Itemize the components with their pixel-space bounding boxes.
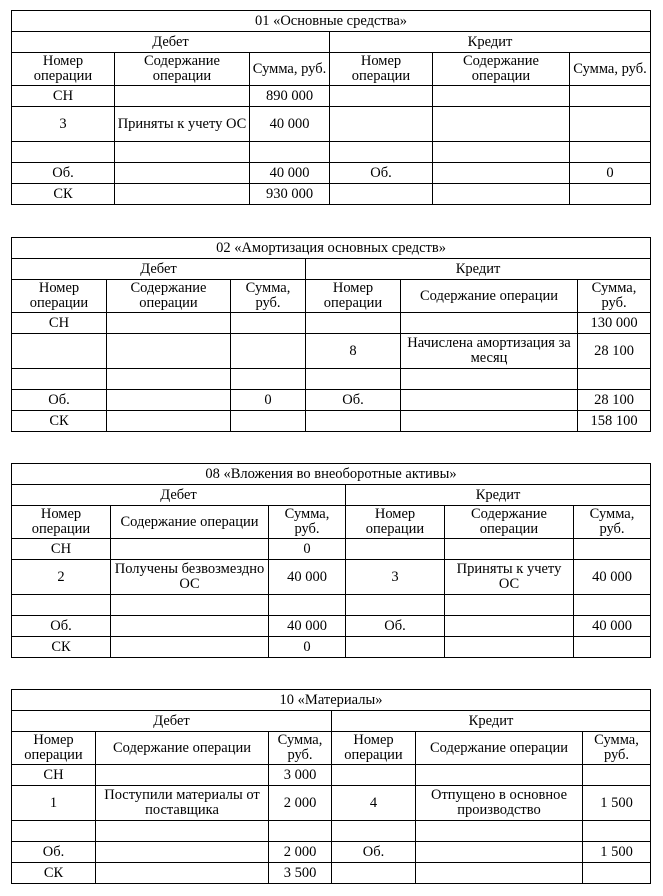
- column-header: Сумма, руб.: [231, 280, 306, 313]
- table-cell: СН: [12, 539, 111, 560]
- table-cell: Отпущено в основное производство: [416, 786, 583, 821]
- table-cell: [583, 765, 651, 786]
- table-row: [12, 863, 651, 884]
- table-cell: СН: [12, 765, 96, 786]
- table-cell: [401, 369, 578, 390]
- table-cell: 1 500: [583, 786, 651, 821]
- table-cell: [583, 821, 651, 842]
- table-cell: [416, 863, 583, 884]
- table-cell: [12, 369, 107, 390]
- table-cell: [96, 821, 269, 842]
- table-cell: [433, 86, 570, 107]
- table-cell: 1: [12, 786, 96, 821]
- table-cell: СК: [12, 863, 96, 884]
- table-cell: 8: [306, 334, 401, 369]
- table-cell: [570, 142, 651, 163]
- table-cell: [401, 313, 578, 334]
- column-header: Номер операции: [12, 506, 111, 539]
- debit-header: Дебет: [12, 485, 346, 506]
- table-cell: [570, 184, 651, 205]
- column-header: Сумма, руб.: [578, 280, 651, 313]
- table-row: [12, 411, 651, 432]
- table-cell: [578, 369, 651, 390]
- column-header: Сумма, руб.: [269, 506, 346, 539]
- table-cell: [306, 411, 401, 432]
- table-cell: 28 100: [578, 390, 651, 411]
- table-cell: [12, 142, 115, 163]
- table-cell: [231, 369, 306, 390]
- table-cell: Об.: [12, 616, 111, 637]
- table-cell: СН: [12, 86, 115, 107]
- table-cell: [250, 142, 330, 163]
- column-header: Сумма, руб.: [570, 53, 651, 86]
- table-cell: Об.: [12, 842, 96, 863]
- column-header: Номер операции: [330, 53, 433, 86]
- table-row: [12, 842, 651, 863]
- table-cell: [231, 334, 306, 369]
- table-row: [12, 142, 651, 163]
- table-cell: [96, 842, 269, 863]
- table-cell: [96, 863, 269, 884]
- debit-header: Дебет: [12, 711, 332, 732]
- table-cell: [433, 184, 570, 205]
- column-header: Сумма, руб.: [269, 732, 332, 765]
- column-header: Номер операции: [332, 732, 416, 765]
- table-cell: [115, 163, 250, 184]
- debit-header: Дебет: [12, 259, 306, 280]
- table-cell: Начислена амортизация за месяц: [401, 334, 578, 369]
- table-cell: Об.: [346, 616, 445, 637]
- table-cell: [111, 595, 269, 616]
- table-cell: 40 000: [269, 616, 346, 637]
- table-row: [12, 821, 651, 842]
- column-header: Номер операции: [306, 280, 401, 313]
- account-title: 01 «Основные средства»: [12, 11, 651, 32]
- column-header: Номер операции: [12, 732, 96, 765]
- table-cell: [332, 765, 416, 786]
- account-title: 08 «Вложения во внеоборотные активы»: [12, 464, 651, 485]
- table-cell: [433, 163, 570, 184]
- column-header: Содержание операции: [111, 506, 269, 539]
- column-header: Содержание операции: [107, 280, 231, 313]
- account-table-10: [11, 689, 651, 884]
- table-cell: СК: [12, 411, 107, 432]
- table-cell: [445, 539, 574, 560]
- table-cell: 40 000: [574, 560, 651, 595]
- column-header: Сумма, руб.: [574, 506, 651, 539]
- table-cell: [332, 821, 416, 842]
- table-cell: Приняты к учету ОС: [445, 560, 574, 595]
- table-cell: [115, 142, 250, 163]
- column-header: Сумма, руб.: [250, 53, 330, 86]
- column-header: Содержание операции: [416, 732, 583, 765]
- table-cell: [96, 765, 269, 786]
- table-row: [12, 184, 651, 205]
- table-cell: 3 000: [269, 765, 332, 786]
- table-cell: 40 000: [574, 616, 651, 637]
- table-row: [12, 369, 651, 390]
- table-cell: Поступили материалы от поставщика: [96, 786, 269, 821]
- table-cell: [107, 369, 231, 390]
- account-table-02: [11, 237, 651, 432]
- table-cell: [416, 821, 583, 842]
- credit-header: Кредит: [346, 485, 651, 506]
- table-cell: [115, 184, 250, 205]
- table-cell: [306, 313, 401, 334]
- table-row: [12, 595, 651, 616]
- table-cell: [111, 539, 269, 560]
- account-table-01: [11, 10, 651, 205]
- column-header: Содержание операции: [433, 53, 570, 86]
- table-cell: Об.: [12, 163, 115, 184]
- table-row: [12, 390, 651, 411]
- table-cell: 1 500: [583, 842, 651, 863]
- debit-header: Дебет: [12, 32, 330, 53]
- table-cell: 0: [570, 163, 651, 184]
- table-cell: 40 000: [250, 107, 330, 142]
- column-header: Номер операции: [12, 53, 115, 86]
- table-cell: 3: [346, 560, 445, 595]
- table-cell: [111, 637, 269, 658]
- table-cell: [416, 765, 583, 786]
- table-cell: [346, 637, 445, 658]
- table-row: [12, 637, 651, 658]
- table-cell: 0: [269, 539, 346, 560]
- credit-header: Кредит: [330, 32, 651, 53]
- table-cell: 130 000: [578, 313, 651, 334]
- table-cell: 2: [12, 560, 111, 595]
- table-cell: 890 000: [250, 86, 330, 107]
- table-cell: [107, 411, 231, 432]
- table-row: [12, 765, 651, 786]
- table-cell: [401, 411, 578, 432]
- table-cell: СК: [12, 637, 111, 658]
- table-cell: СН: [12, 313, 107, 334]
- table-cell: [346, 595, 445, 616]
- table-cell: [12, 595, 111, 616]
- credit-header: Кредит: [306, 259, 651, 280]
- table-cell: 3: [12, 107, 115, 142]
- table-cell: [570, 86, 651, 107]
- column-header: Номер операции: [346, 506, 445, 539]
- table-row: [12, 86, 651, 107]
- column-header: Номер операции: [12, 280, 107, 313]
- table-cell: [330, 142, 433, 163]
- table-row: [12, 616, 651, 637]
- table-cell: [570, 107, 651, 142]
- table-cell: Об.: [306, 390, 401, 411]
- account-title: 10 «Материалы»: [12, 690, 651, 711]
- table-row: [12, 313, 651, 334]
- credit-header: Кредит: [332, 711, 651, 732]
- table-cell: 0: [269, 637, 346, 658]
- table-cell: 40 000: [269, 560, 346, 595]
- table-cell: [332, 863, 416, 884]
- table-cell: Получены безвозмездно ОС: [111, 560, 269, 595]
- table-row: [12, 334, 651, 369]
- table-cell: [445, 616, 574, 637]
- table-cell: 3 500: [269, 863, 332, 884]
- table-cell: 158 100: [578, 411, 651, 432]
- table-cell: 40 000: [250, 163, 330, 184]
- table-cell: Об.: [12, 390, 107, 411]
- table-cell: [583, 863, 651, 884]
- table-cell: 2 000: [269, 842, 332, 863]
- column-header: Содержание операции: [445, 506, 574, 539]
- table-cell: [401, 390, 578, 411]
- table-cell: 0: [231, 390, 306, 411]
- table-cell: [574, 539, 651, 560]
- table-cell: [574, 595, 651, 616]
- table-cell: [269, 595, 346, 616]
- table-cell: [445, 637, 574, 658]
- table-row: [12, 163, 651, 184]
- table-cell: 930 000: [250, 184, 330, 205]
- table-cell: [433, 107, 570, 142]
- table-cell: 4: [332, 786, 416, 821]
- column-header: Содержание операции: [96, 732, 269, 765]
- table-row: [12, 107, 651, 142]
- table-cell: [416, 842, 583, 863]
- account-table-08: [11, 463, 651, 658]
- table-cell: [107, 390, 231, 411]
- table-cell: [330, 184, 433, 205]
- table-cell: [115, 86, 250, 107]
- table-cell: [111, 616, 269, 637]
- table-row: [12, 560, 651, 595]
- table-cell: [346, 539, 445, 560]
- account-title: 02 «Амортизация основных средств»: [12, 238, 651, 259]
- table-cell: [330, 86, 433, 107]
- table-cell: [107, 334, 231, 369]
- table-cell: [12, 821, 96, 842]
- table-cell: [330, 107, 433, 142]
- table-cell: [231, 313, 306, 334]
- table-cell: СК: [12, 184, 115, 205]
- table-row: [12, 539, 651, 560]
- table-cell: Об.: [330, 163, 433, 184]
- table-cell: Приняты к учету ОС: [115, 107, 250, 142]
- table-cell: [231, 411, 306, 432]
- table-cell: [107, 313, 231, 334]
- table-cell: 2 000: [269, 786, 332, 821]
- table-cell: [306, 369, 401, 390]
- column-header: Содержание операции: [401, 280, 578, 313]
- table-cell: Об.: [332, 842, 416, 863]
- column-header: Содержание операции: [115, 53, 250, 86]
- table-cell: [445, 595, 574, 616]
- table-cell: [12, 334, 107, 369]
- table-row: [12, 786, 651, 821]
- table-cell: [433, 142, 570, 163]
- table-cell: 28 100: [578, 334, 651, 369]
- table-cell: [269, 821, 332, 842]
- column-header: Сумма, руб.: [583, 732, 651, 765]
- table-cell: [574, 637, 651, 658]
